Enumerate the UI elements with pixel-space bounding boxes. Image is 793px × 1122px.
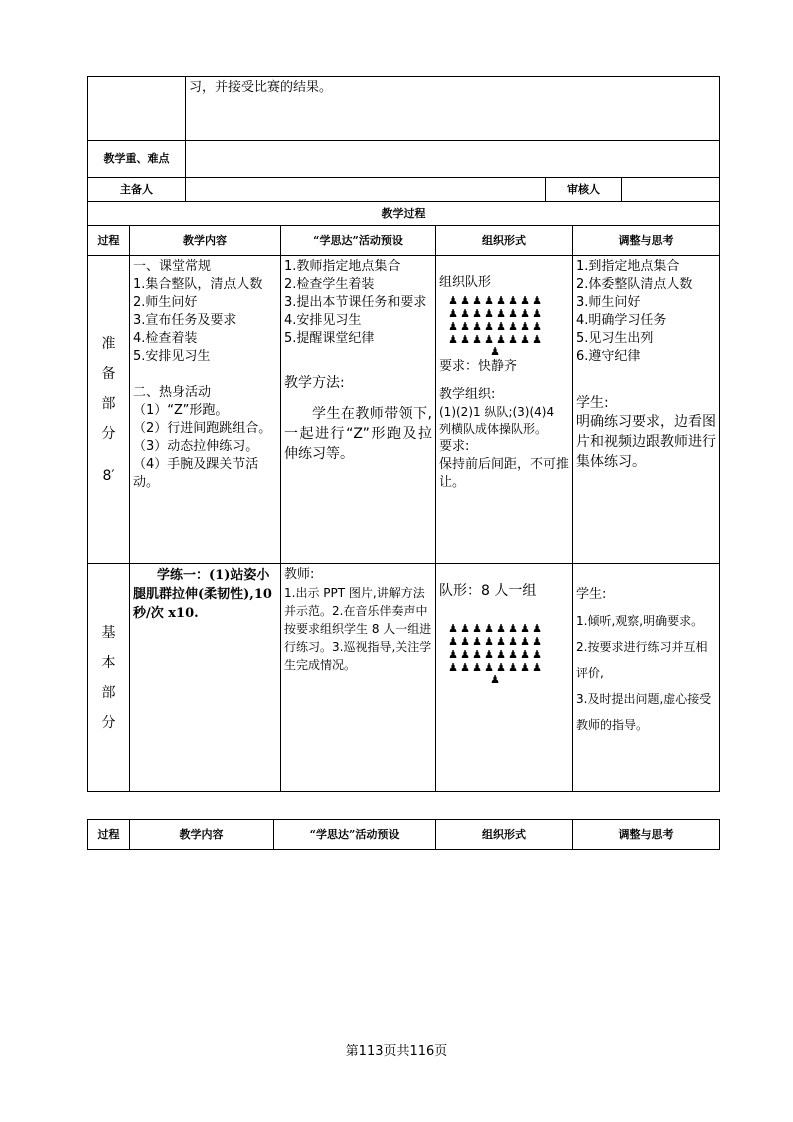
student-figure-icon: ♟ — [508, 307, 518, 320]
objective-continuation: 习，并接受比赛的结果。 — [186, 77, 720, 141]
org-requirement-text: 保持前后间距，不可推让。 — [439, 457, 570, 490]
student-figure-icon: ♟ — [496, 294, 506, 307]
basic-formation-text: 队形：8 人一组 — [439, 583, 537, 599]
header-content: 教学内容 — [130, 226, 281, 256]
student-figure-icon: ♟ — [448, 622, 458, 635]
formation-requirement: 要求：快静齐 — [439, 359, 518, 374]
student-figure-icon: ♟ — [496, 622, 506, 635]
student-figure-icon: ♟ — [460, 648, 470, 661]
student-figure-icon: ♟ — [460, 307, 470, 320]
student-figure-icon: ♟ — [484, 622, 494, 635]
student-figure-icon: ♟ — [448, 307, 458, 320]
student-figure-icon: ♟ — [448, 333, 458, 346]
prep-organization — [436, 256, 573, 564]
student-figure-icon: ♟ — [472, 622, 482, 635]
continuation-header-table — [87, 819, 720, 850]
student-figure-icon: ♟ — [460, 294, 470, 307]
header-content: 教学内容 — [130, 820, 274, 850]
org-requirement-label: 要求: — [439, 439, 470, 454]
student-figure-icon: ♟ — [484, 333, 494, 346]
blank-cell — [88, 77, 186, 141]
header-reflection: 调整与思考 — [573, 226, 720, 256]
student-figure-icon: ♟ — [532, 320, 542, 333]
student-figure-icon: ♟ — [472, 307, 482, 320]
student-figure-icon: ♟ — [448, 635, 458, 648]
student-figure-icon: ♟ — [484, 294, 494, 307]
student-figure-icon: ♟ — [532, 333, 542, 346]
student-figure-icon: ♟ — [508, 648, 518, 661]
student-figure-icon: ♟ — [508, 635, 518, 648]
student-figure-icon: ♟ — [532, 648, 542, 661]
method-text: 学生在教师带领下,一起进行“Z”形跑及拉伸练习等。 — [284, 406, 432, 462]
key-points-label: 教学重、难点 — [88, 141, 186, 178]
student-figure-icon: ♟ — [520, 320, 530, 333]
student-figure-icon: ♟ — [460, 333, 470, 346]
student-figure-icon: ♟ — [448, 661, 458, 674]
student-figure-icon: ♟ — [448, 648, 458, 661]
student-figure-icon: ♟ — [520, 661, 530, 674]
student-figure-icon: ♟ — [460, 635, 470, 648]
basic-activity — [281, 564, 436, 792]
process-table — [87, 225, 720, 792]
student-figure-icon: ♟ — [472, 294, 482, 307]
student-figure-icon: ♟ — [460, 661, 470, 674]
student-figure-icon: ♟ — [520, 333, 530, 346]
student-figure-icon: ♟ — [532, 294, 542, 307]
header-process: 过程 — [88, 226, 130, 256]
reviewer-value — [622, 178, 720, 202]
page-number: 第113页共116页 — [345, 1044, 448, 1059]
student-figure-icon: ♟ — [520, 648, 530, 661]
prep-section-label: 准 备 部 分 8′ — [88, 256, 130, 564]
student-figure-icon: ♟ — [472, 635, 482, 648]
student-figure-icon: ♟ — [532, 661, 542, 674]
header-process: 过程 — [88, 820, 130, 850]
student-figure-icon: ♟ — [520, 307, 530, 320]
header-activity: “学思达”活动预设 — [274, 820, 436, 850]
prep-reflection: 1.到指定地点集合 2.体委整队清点人数 3.师生问好 4.明确学习任务 5.见习生出列 6.遵守纪律 学生: 明确练习要求，边看图片和视频边跟教师进行集体练习。 — [573, 256, 720, 564]
reviewer-label: 审核人 — [546, 178, 622, 202]
student-figure-icon: ♟ — [532, 622, 542, 635]
prep-activity: 1.教师指定地点集合 2.检查学生着装 3.提出本节课任务和要求 4.安排见习生 5.提醒课堂纪律 教学方法: 学生在教师带领下,一起进行“Z”形跑及拉伸练习等。 — [281, 256, 436, 564]
formation-title: 组织队形 — [439, 275, 492, 290]
preparer-value — [186, 178, 546, 202]
student-figure-icon: ♟ — [496, 320, 506, 333]
basic-organization — [436, 564, 573, 792]
header-organization: 组织形式 — [436, 226, 573, 256]
prep-formation-figure — [447, 294, 569, 346]
student-figure-icon: ♟ — [520, 294, 530, 307]
prep-content: 一、课堂常规 1.集合整队，清点人数 2.师生问好 3.宣布任务及要求 4.检查着装 5.安排见习生 二、热身活动 （1）“Z”形跑。 （2）行进间跑跳组合。 （3）动态拉伸练习。 （4）手腕及踝关节活动。 — [130, 256, 281, 564]
student-figure-icon: ♟ — [508, 294, 518, 307]
student-figure-icon: ♟ — [508, 622, 518, 635]
student-figure-icon: ♟ — [496, 333, 506, 346]
header-organization: 组织形式 — [436, 820, 573, 850]
student-figure-icon: ♟ — [460, 320, 470, 333]
basic-formation-figure — [447, 622, 569, 674]
student-figure-icon: ♟ — [496, 648, 506, 661]
student-figure-icon: ♟ — [460, 622, 470, 635]
student-figure-icon: ♟ — [520, 635, 530, 648]
student-figure-icon: ♟ — [496, 307, 506, 320]
student-figure-icon: ♟ — [472, 333, 482, 346]
student-figure-icon: ♟ — [532, 635, 542, 648]
teacher-label: 教师: — [284, 567, 315, 582]
teacher-marker-icon: ♟ — [490, 345, 500, 358]
student-figure-icon: ♟ — [508, 661, 518, 674]
basic-content: 学练一：(1)站姿小腿肌群拉伸(柔韧性),10秒/次 x10. — [130, 564, 281, 792]
student-figure-icon: ♟ — [472, 648, 482, 661]
student-figure-icon: ♟ — [496, 635, 506, 648]
preparer-label: 主备人 — [88, 178, 186, 202]
key-points-value — [186, 141, 720, 178]
student-figure-icon: ♟ — [448, 294, 458, 307]
student-figure-icon: ♟ — [532, 307, 542, 320]
teacher-marker-icon: ♟ — [490, 673, 500, 686]
student-figure-icon: ♟ — [484, 661, 494, 674]
student-figure-icon: ♟ — [484, 635, 494, 648]
student-figure-icon: ♟ — [472, 320, 482, 333]
student-figure-icon: ♟ — [520, 622, 530, 635]
student-label: 学生: — [576, 395, 609, 411]
student-figure-icon: ♟ — [484, 307, 494, 320]
student-figure-icon: ♟ — [508, 333, 518, 346]
student-figure-icon: ♟ — [484, 648, 494, 661]
process-title: 教学过程 — [88, 202, 720, 226]
lesson-info-table — [87, 76, 720, 226]
student-figure-icon: ♟ — [448, 320, 458, 333]
header-reflection: 调整与思考 — [573, 820, 720, 850]
teaching-org-text: (1)(2)1 纵队;(3)(4)4 列横队成体操队形。 — [439, 405, 555, 436]
header-activity: “学思达”活动预设 — [281, 226, 436, 256]
basic-student-label: 学生: — [576, 587, 607, 602]
student-figure-icon: ♟ — [472, 661, 482, 674]
basic-section-label: 基 本 部 分 — [88, 564, 130, 792]
student-text: 明确练习要求，边看图片和视频边跟教师进行集体练习。 — [576, 414, 716, 470]
student-figure-icon: ♟ — [496, 661, 506, 674]
teacher-text: 1.出示 PPT 图片,讲解方法并示范。2.在音乐伴奏声中按要求组织学生 8 人一组进行练习。3.巡视指导,关注学生完成情况。 — [284, 586, 432, 672]
teaching-org-label: 教学组织: — [439, 387, 496, 402]
method-label: 教学方法: — [284, 375, 345, 391]
student-figure-icon: ♟ — [508, 320, 518, 333]
basic-reflection: 学生: 1.倾听,观察,明确要求。 2.按要求进行练习并互相评价, 3.及时提出问题,虚心接受教师的指导。 — [573, 564, 720, 792]
student-figure-icon: ♟ — [484, 320, 494, 333]
